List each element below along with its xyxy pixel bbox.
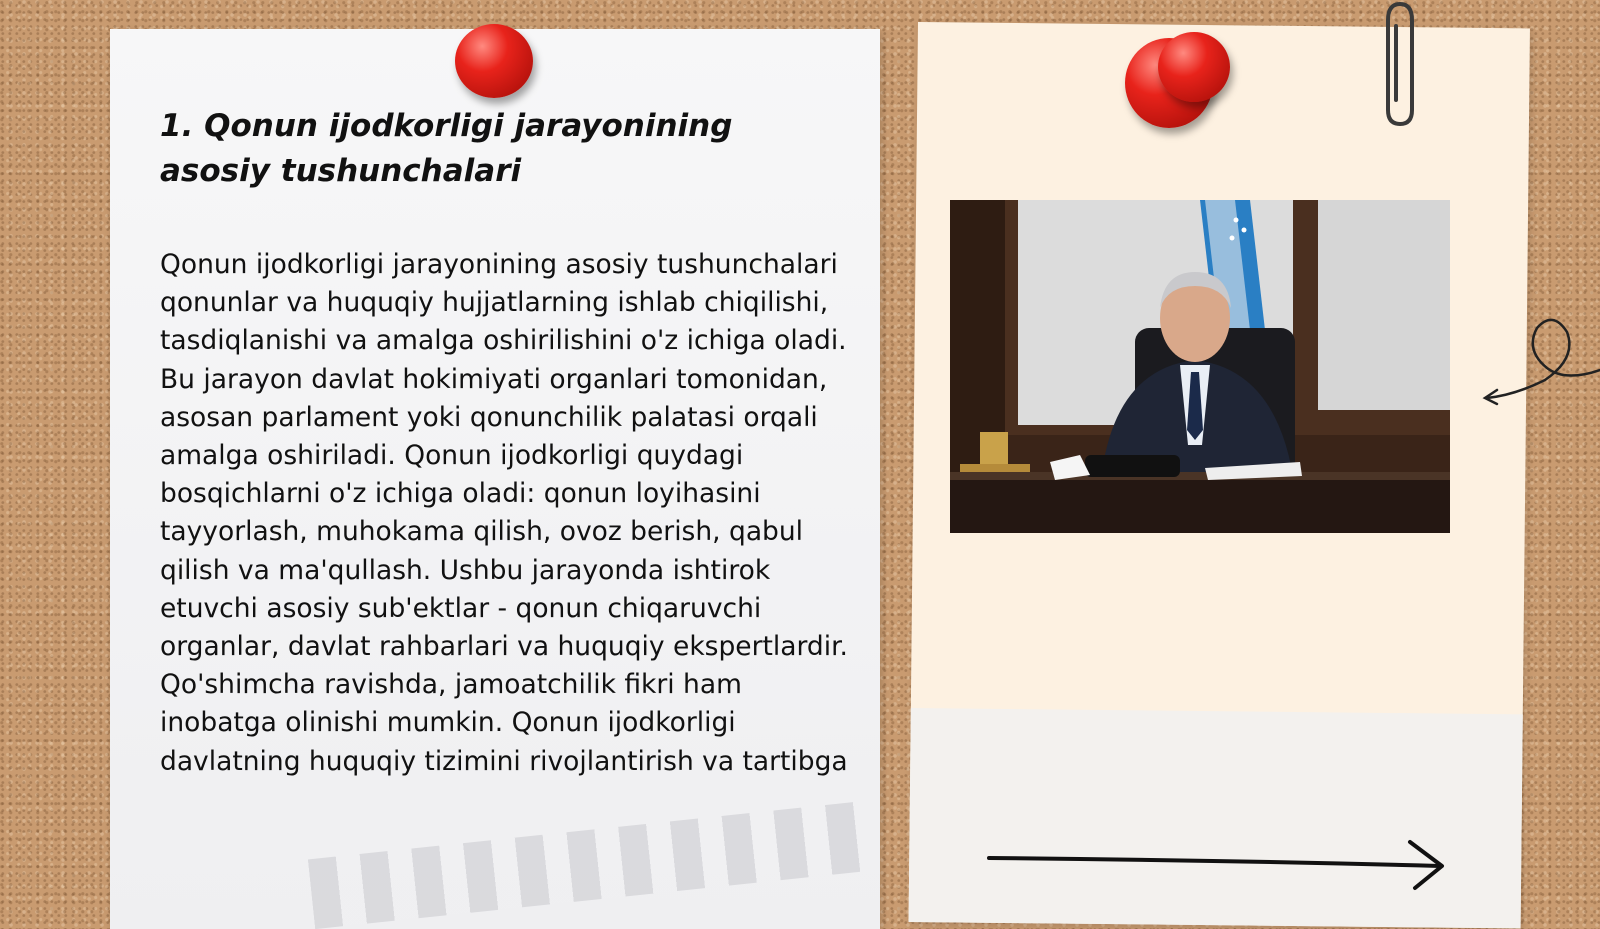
curly-arrow-icon — [1475, 310, 1600, 410]
long-arrow-icon — [985, 836, 1450, 892]
pushpin-icon — [1158, 32, 1230, 102]
paperclip-icon — [1370, 0, 1430, 130]
official-photo — [950, 200, 1450, 533]
slide-title: 1. Qonun ijodkorligi jarayonining asosiy tushunchalari — [160, 108, 733, 189]
slide-body-text: Qonun ijodkorligi jarayonining asosiy tushunchalari qonunlar va huquqiy hujjatlarning ishlab chiqilishi, tasdiqlanishi va amalga oshirilishini o'z ichiga oladi. Bu jarayon davlat hokimiyati organlari tomonidan, asosan parlament yoki qonunchilik palatasi orqali amalga oshiriladi. Qonun ijodkorligi quydagi bosqichlarni o'z ichiga oladi: qonun loyihasini tayyorlash, muhokama qilish, ovoz berish, qabul qilish va ma'qullash. Ushbu jarayonda ishtirok etuvchi asosiy sub'ektlar - qonun chiqaruvchi organlar, davlat rahbarlari va huquqiy ekspertlardir. Qo'shimcha ravishda, jamoatchilik fikri ham inobatga olinishi mumkin. Qonun ijodkorligi davlatning huquqiy tizimini rivojlantirish va tartibga — [160, 249, 848, 777]
pushpin-icon — [455, 24, 533, 98]
right-note-lower-sheet — [909, 708, 1523, 928]
